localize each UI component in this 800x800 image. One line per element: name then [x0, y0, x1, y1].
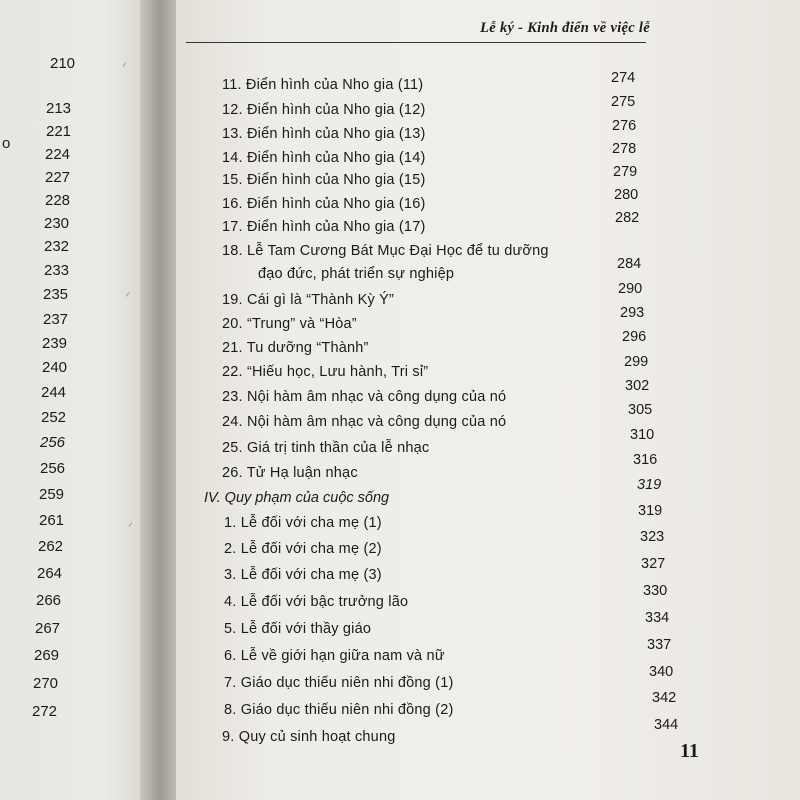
bleed-mark: ᐟ	[122, 60, 128, 74]
toc-page-number: 302	[625, 378, 650, 394]
left-page-number: 272	[32, 703, 58, 720]
toc-entry: 9. Quy củ sinh hoạt chung	[222, 729, 396, 745]
toc-entry: 5. Lễ đối với thầy giáo	[224, 621, 372, 637]
toc-page-number: 344	[654, 717, 679, 733]
toc-page-number: 276	[612, 118, 637, 134]
toc-page-number: 296	[622, 329, 647, 345]
toc-page-number: 323	[640, 529, 665, 545]
toc-page-number: 278	[612, 141, 637, 157]
left-page-number: 262	[38, 538, 64, 555]
left-marginal-letter: o	[2, 135, 11, 152]
toc-entry: 2. Lễ đối với cha mẹ (2)	[224, 541, 382, 557]
toc-entry: 17. Điển hình của Nho gia (17)	[222, 219, 426, 235]
toc-page-number: 334	[645, 610, 670, 626]
toc-entry: 13. Điển hình của Nho gia (13)	[222, 126, 426, 142]
toc-entry: 15. Điển hình của Nho gia (15)	[222, 172, 426, 188]
toc-page-number: 280	[614, 187, 639, 203]
left-page-number: 270	[33, 675, 59, 692]
bleed-mark: ᐟ	[128, 520, 134, 534]
left-page-number: 221	[46, 123, 72, 140]
toc-entry: 7. Giáo dục thiếu niên nhi đồng (1)	[224, 675, 454, 691]
left-page-number: 213	[46, 100, 72, 117]
toc-entry: 3. Lễ đối với cha mẹ (3)	[224, 567, 382, 583]
toc-page-number: 284	[617, 256, 642, 272]
toc-entry: 23. Nội hàm âm nhạc và công dụng của nó	[222, 389, 507, 405]
toc-page-number: 337	[647, 637, 672, 653]
toc-entry: 12. Điển hình của Nho gia (12)	[222, 102, 426, 118]
toc-page-number: 274	[611, 70, 636, 86]
left-page	[0, 0, 148, 800]
toc-entry: 4. Lễ đối với bậc trưởng lão	[224, 594, 409, 610]
left-page-number: 210	[50, 55, 76, 72]
toc-entry: 21. Tu dưỡng “Thành”	[222, 340, 369, 356]
toc-page-number: 299	[624, 354, 649, 370]
left-page-number: 240	[42, 359, 68, 376]
toc-entry: 24. Nội hàm âm nhạc và công dụng của nó	[222, 414, 507, 430]
toc-page-number: 340	[649, 664, 674, 680]
toc-entry: 19. Cái gì là “Thành Kỳ Ý”	[222, 292, 395, 308]
left-page-number: 239	[42, 335, 68, 352]
left-page-number: 235	[43, 286, 69, 303]
left-page-number: 266	[36, 592, 62, 609]
bleed-mark: ᐟ	[125, 290, 131, 304]
toc-entry: 16. Điển hình của Nho gia (16)	[222, 196, 426, 212]
toc-entry: 18. Lễ Tam Cương Bát Mục Đại Học để tu dưỡng	[222, 243, 549, 259]
toc-entry: 26. Tử Hạ luận nhạc	[222, 465, 358, 481]
toc-page-number: 275	[611, 94, 636, 110]
left-page-number: 228	[45, 192, 71, 209]
left-page-number: 244	[41, 384, 67, 401]
left-page-number: 237	[43, 311, 69, 328]
toc-page-number: 282	[615, 210, 640, 226]
toc-page-number: 330	[643, 583, 668, 599]
left-page-number: 227	[45, 169, 71, 186]
section-page-number: 319	[637, 477, 662, 493]
left-page-number: 261	[39, 512, 65, 529]
left-page-number: 256	[40, 434, 66, 451]
toc-page-number: 293	[620, 305, 645, 321]
toc-entry: 14. Điển hình của Nho gia (14)	[222, 150, 426, 166]
toc-entry: 11. Điển hình của Nho gia (11)	[222, 77, 424, 93]
page-folio: 11	[680, 740, 699, 762]
left-page-number: 269	[34, 647, 60, 664]
toc-entry: 6. Lễ về giới hạn giữa nam và nữ	[224, 648, 445, 664]
left-page-number: 230	[44, 215, 70, 232]
left-page-number: 259	[39, 486, 65, 503]
toc-entry: 25. Giá trị tinh thần của lễ nhạc	[222, 440, 430, 456]
toc-page-number: 319	[638, 503, 663, 519]
left-page-number: 252	[41, 409, 67, 426]
toc-page-number: 316	[633, 452, 658, 468]
section-heading: IV. Quy phạm của cuộc sống	[204, 490, 390, 506]
toc-page-number: 310	[630, 427, 655, 443]
toc-page-number: 327	[641, 556, 666, 572]
left-page-number: 267	[35, 620, 61, 637]
toc-entry: 20. “Trung” và “Hòa”	[222, 316, 357, 332]
left-page-number: 264	[37, 565, 63, 582]
left-page-number: 233	[44, 262, 70, 279]
toc-page-number: 342	[652, 690, 677, 706]
left-page-number: 232	[44, 238, 70, 255]
left-page-number: 256	[40, 460, 66, 477]
toc-entry: 22. “Hiếu học, Lưu hành, Tri sỉ”	[222, 364, 429, 380]
toc-page-number: 279	[613, 164, 638, 180]
toc-page-number: 290	[618, 281, 643, 297]
running-header: Lễ ký - Kinh điển về việc lễ	[480, 20, 650, 36]
toc-page-number: 305	[628, 402, 653, 418]
header-rule	[186, 42, 646, 43]
toc-entry: 1. Lễ đối với cha mẹ (1)	[224, 515, 382, 531]
left-page-number: 224	[45, 146, 71, 163]
toc-entry-continuation: đạo đức, phát triển sự nghiệp	[258, 266, 455, 282]
toc-entry: 8. Giáo dục thiếu niên nhi đồng (2)	[224, 702, 454, 718]
